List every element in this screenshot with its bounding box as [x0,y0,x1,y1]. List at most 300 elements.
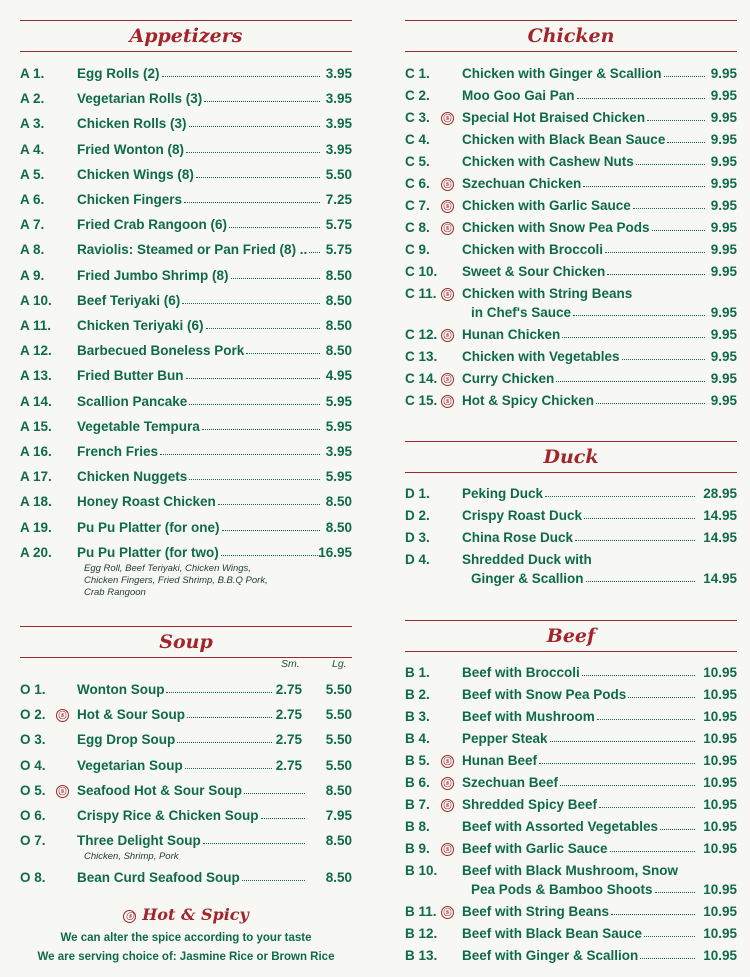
item-name [462,88,707,103]
item-price: 10.95 [703,731,737,746]
duck-header [405,441,737,473]
item-name-text: Sweet & Sour Chicken [462,264,606,279]
item-price: 8.50 [325,267,352,283]
item-price: 9.95 [710,371,737,386]
item-price: 9.95 [710,242,737,257]
soup-title: Soup [159,631,213,653]
leader-dots [636,164,705,165]
item-code: O 6. [20,808,46,823]
item-code: D 2. [405,508,430,523]
item-name [77,242,322,257]
item-code: C 11. [405,286,437,301]
item-name-text: China Rose Duck [462,530,574,545]
hot-spicy-title [20,905,352,924]
appetizers-section [20,20,352,598]
duck-section [405,441,737,586]
item-code: C 1. [405,66,430,81]
large-price: 7.95 [325,808,352,823]
leader-dots [244,793,305,794]
leader-dots [184,202,320,203]
item-price: 10.95 [703,948,737,963]
menu-item [20,91,352,113]
leader-dots [582,675,695,676]
leader-dots [550,741,695,742]
menu-item [405,775,737,797]
menu-item [405,242,737,264]
item-price: 10.95 [703,775,737,790]
leader-dots [562,337,705,338]
item-name [462,132,707,147]
item-price: 10.95 [703,709,737,724]
leader-dots [261,818,305,819]
leader-dots [596,403,705,404]
item-code: O 5. [20,782,46,798]
item-name [77,318,322,333]
item-name-text: Crispy Roast Duck [462,508,583,523]
large-price: 5.50 [325,707,352,723]
item-code: A 12. [20,343,52,359]
item-name [77,444,322,459]
item-price: 14.95 [703,508,737,523]
leader-dots [196,177,320,178]
item-price: 10.95 [703,753,737,768]
item-name-text: Hunan Beef [462,753,538,768]
pepper-icon: ⓢ [441,222,454,235]
leader-dots [622,359,705,360]
menu-item [20,66,352,88]
item-price: 8.50 [325,292,352,308]
item-price: 10.95 [703,926,737,941]
chicken-section [405,20,737,408]
item-name-text: Beef with Assorted Vegetables [462,819,659,834]
leader-dots [189,126,320,127]
item-price: 5.75 [325,242,352,258]
pepper-icon: ⓢ [56,785,69,798]
menu-item [20,343,352,365]
leader-dots [667,142,705,143]
item-name-text: Chicken with String Beans [462,286,633,301]
item-name-text: Fried Jumbo Shrimp (8) [77,267,229,283]
leader-dots [221,555,320,556]
leader-dots [189,479,320,480]
item-code: A 13. [20,368,52,384]
leader-dots [597,719,695,720]
item-price: 3.95 [325,141,352,157]
item-name [77,116,322,131]
leader-dots [660,829,695,830]
item-name-text: Chicken with Snow Pea Pods [462,220,650,235]
item-name [77,870,307,885]
leader-dots [605,252,705,253]
small-price: 2.75 [275,757,302,773]
item-code: A 6. [20,192,45,207]
appetizers-header [20,20,352,52]
leader-dots [664,76,705,77]
menu-item [405,508,737,530]
menu-item [405,264,737,286]
item-name [77,494,322,509]
item-name [471,305,707,320]
pepper-icon: ⓢ [441,755,454,768]
item-price: 10.95 [703,797,737,812]
menu-item [20,268,352,290]
leader-dots [218,504,320,505]
item-name-text: Chicken with Black Bean Sauce [462,132,666,147]
leader-dots [186,152,320,153]
small-price: 2.75 [275,682,302,697]
item-name-text: Vegetable Tempura [77,418,200,434]
pepper-icon: ⓢ [441,799,454,812]
menu-item [405,393,737,415]
item-price: 10.95 [703,819,737,834]
item-name-text: Beef with Black Bean Sauce [462,926,643,941]
leader-dots [575,540,695,541]
menu-item [405,349,737,371]
appetizers-title: Appetizers [129,25,243,47]
leader-dots [185,768,272,769]
leader-dots [599,807,695,808]
leader-dots [610,851,695,852]
item-price: 10.95 [703,904,737,919]
item-name [77,368,322,383]
item-code: A 7. [20,217,45,233]
leader-dots [560,785,695,786]
item-name-line2: Pea Pods & Bamboo Shoots [471,882,653,897]
pepper-icon: ⓢ [441,843,454,856]
item-price: 5.95 [325,393,352,409]
item-price: 9.95 [710,220,737,235]
item-name-text: Egg Drop Soup [77,732,176,748]
item-code: C 2. [405,88,430,103]
item-price: 10.95 [703,882,737,897]
item-name [462,552,697,567]
item-name-text: Beef with Mushroom [462,709,595,724]
item-code: C 15. [405,393,438,408]
item-name [462,110,707,125]
item-code: D 4. [405,552,430,567]
item-name-text: Beef with Black Mushroom, Snow [462,863,679,878]
item-name [462,66,707,81]
item-name-text: Scallion Pancake [77,393,188,409]
item-name-text: Vegetarian Rolls (3) [77,91,203,107]
item-name-text: Hunan Chicken [462,327,561,342]
item-code: B 6. [405,775,430,790]
large-price: 5.50 [325,682,352,697]
item-price: 9.95 [710,66,737,81]
item-code: A 11. [20,318,52,333]
menu-item [405,948,737,970]
rice-note: We are serving choice of: Jasmine Rice or Brown Rice [37,951,335,963]
item-price: 10.95 [703,665,737,680]
leader-dots [586,581,695,582]
menu-item [405,530,737,552]
menu-item [405,132,737,154]
item-name [77,732,274,747]
leader-dots [655,892,695,893]
item-code: B 3. [405,709,430,724]
item-price: 9.95 [710,110,737,125]
item-code: O 7. [20,833,46,849]
menu-item [20,783,352,805]
item-code: A 17. [20,469,52,485]
menu-item [405,486,737,508]
menu-item [20,318,352,340]
item-name-text: Barbecued Boneless Pork [77,343,245,359]
item-description: Crab Rangoon [84,586,146,598]
item-name [77,91,322,106]
hot-spicy-text: Hot & Spicy [142,905,249,924]
item-name-text: Egg Rolls (2) [77,66,160,81]
item-code: B 7. [405,797,430,812]
item-name [462,841,697,856]
menu-item-line2 [405,571,737,593]
item-price: 8.50 [325,318,352,333]
item-name-text: Chicken with Cashew Nuts [462,154,634,169]
menu-item [405,110,737,132]
item-name-text: Pepper Steak [462,731,548,746]
item-price: 3.95 [325,444,352,459]
leader-dots [644,936,695,937]
menu-item [405,753,737,775]
item-code: A 14. [20,393,52,409]
menu-item [405,66,737,88]
pepper-icon: ⓢ [441,288,454,301]
pepper-icon: ⓢ [441,329,454,342]
item-name-text: Shredded Duck with [462,552,592,567]
item-name-text: Moo Goo Gai Pan [462,88,575,103]
large-price: 5.50 [325,757,352,773]
item-name [462,486,697,501]
item-name-text: Hot & Spicy Chicken [462,393,595,408]
item-code: A 1. [20,66,45,81]
leader-dots [231,278,320,279]
item-name-text: Chicken Teriyaki (6) [77,318,204,333]
item-price: 16.95 [318,544,352,560]
duck-title: Duck [543,446,599,468]
menu-item [20,368,352,390]
leader-dots [577,98,705,99]
item-name-text: Peking Duck [462,486,544,501]
item-name [462,508,697,523]
small-price: 2.75 [275,707,302,723]
item-code: A 8. [20,242,45,258]
menu-item [405,687,737,709]
item-code: C 7. [405,198,430,213]
item-code: A 18. [20,494,52,510]
item-code: C 4. [405,132,430,147]
menu-item [405,327,737,349]
item-code: A 4. [20,141,45,157]
item-code: C 13. [405,349,438,364]
item-code: A 10. [20,292,52,308]
item-code: C 3. [405,110,430,125]
item-name-text: Vegetarian Soup [77,757,183,773]
item-name [77,419,322,434]
item-price: 8.50 [325,343,352,359]
item-code: B 12. [405,926,438,941]
pepper-icon: ⓢ [441,373,454,386]
item-price: 9.95 [710,154,737,169]
item-price: 3.95 [325,91,352,107]
leader-dots [652,230,705,231]
menu-item [20,419,352,441]
item-name-text: Pu Pu Platter (for one) [77,519,220,535]
item-code: B 10. [405,863,438,878]
item-price: 9.95 [710,327,737,342]
item-code: A 20. [20,544,52,560]
item-name-text: Seafood Hot & Sour Soup [77,782,242,798]
item-name-text: Beef with Snow Pea Pods [462,687,627,702]
item-name [471,571,697,586]
item-code: O 2. [20,707,46,723]
item-name [471,882,697,897]
item-code: O 8. [20,870,46,886]
item-name-text: Three Delight Soup [77,833,201,849]
item-price: 10.95 [703,841,737,856]
item-price: 8.50 [325,494,352,510]
leader-dots [182,303,320,304]
item-name [462,286,707,301]
leader-dots [204,101,320,102]
item-name-text: Beef with Broccoli [462,665,580,680]
item-code: C 10. [405,264,438,279]
item-code: A 2. [20,91,45,107]
item-price: 5.95 [325,418,352,434]
item-name-text: Pu Pu Platter (for two) [77,544,219,560]
item-name [77,545,322,560]
item-name [462,775,697,790]
item-name-text: Szechuan Beef [462,775,559,790]
leader-dots [186,378,321,379]
large-price: 8.50 [325,782,352,798]
menu-item [20,242,352,264]
large-price: 8.50 [325,833,352,849]
item-name [462,863,697,878]
item-name-text: Fried Crab Rangoon (6) [77,217,228,233]
item-name-text: Chicken Rolls (3) [77,116,187,132]
item-name-text: Beef with Garlic Sauce [462,841,608,856]
item-code: O 4. [20,757,46,773]
leader-dots [242,880,305,881]
item-price: 7.25 [325,192,352,207]
item-name [462,176,707,191]
menu-item [405,154,737,176]
item-name-text: Chicken Fingers [77,192,183,207]
leader-dots [203,843,305,844]
item-price: 9.95 [710,305,737,320]
item-price: 5.95 [325,469,352,485]
item-code: B 1. [405,665,430,680]
menu-item [20,116,352,138]
menu-item [405,731,737,753]
item-name-text: Shredded Spicy Beef [462,797,598,812]
item-name-text: Fried Wonton (8) [77,141,184,157]
item-price: 9.95 [710,132,737,147]
leader-dots [611,914,695,915]
leader-dots [583,186,705,187]
leader-dots [162,76,320,77]
item-name-text: Chicken with Vegetables [462,349,620,364]
item-code: A 3. [20,116,45,132]
item-code: C 12. [405,327,438,342]
item-name-text: Special Hot Braised Chicken [462,110,646,125]
leader-dots [309,252,320,253]
item-name-text: Beef Teriyaki (6) [77,292,181,308]
item-price: 9.95 [710,393,737,408]
menu-item [405,88,737,110]
item-name [462,349,707,364]
beef-section [405,620,737,963]
leader-dots [187,717,272,718]
item-code: A 5. [20,166,45,182]
item-name [77,343,322,358]
pepper-icon: ⓢ [441,395,454,408]
item-name-text: Chicken with Ginger & Scallion [462,66,662,81]
leader-dots [202,429,320,430]
item-name-text: Beef with String Beans [462,904,610,919]
item-price: 10.95 [703,687,737,702]
item-name [77,142,322,157]
item-name-text: Curry Chicken [462,371,555,386]
menu-item [20,682,352,704]
item-price: 28.95 [703,486,737,501]
item-name [462,731,697,746]
item-description: Egg Roll, Beef Teriyaki, Chicken Wings, [84,562,251,574]
item-code: D 3. [405,530,430,545]
item-name [77,394,322,409]
beef-title: Beef [546,625,596,647]
menu-item [405,665,737,687]
menu-item [20,444,352,466]
item-name [462,709,697,724]
item-name-text: Crispy Rice & Chicken Soup [77,808,259,823]
menu-item [20,758,352,780]
item-price: 5.75 [325,217,352,233]
menu-item [20,732,352,754]
menu-item [20,808,352,830]
item-name [462,753,697,768]
item-name [462,371,707,386]
item-name-text: Szechuan Chicken [462,176,582,191]
item-name [462,264,707,279]
menu-item [20,833,352,855]
item-name [462,220,707,235]
menu-item [405,371,737,393]
spice-note: We can alter the spice according to your taste [60,932,312,944]
menu-item [20,494,352,516]
item-code: B 11. [405,904,437,919]
item-name [462,154,707,169]
item-name [462,819,697,834]
pepper-icon: ⓢ [441,200,454,213]
item-name-text: Chicken with Broccoli [462,242,604,257]
item-name-text: Fried Butter Bun [77,368,184,384]
menu-item [20,707,352,729]
chicken-header [405,20,737,52]
item-name [77,758,274,773]
leader-dots [222,530,320,531]
item-name-text: Honey Roast Chicken [77,494,216,510]
menu-item [405,819,737,841]
item-code: C 5. [405,154,430,169]
item-code: O 1. [20,682,46,697]
large-price: 5.50 [325,732,352,748]
item-name [462,393,707,408]
item-name [462,665,697,680]
item-code: C 14. [405,371,438,386]
item-name [77,66,322,81]
menu-item [405,176,737,198]
